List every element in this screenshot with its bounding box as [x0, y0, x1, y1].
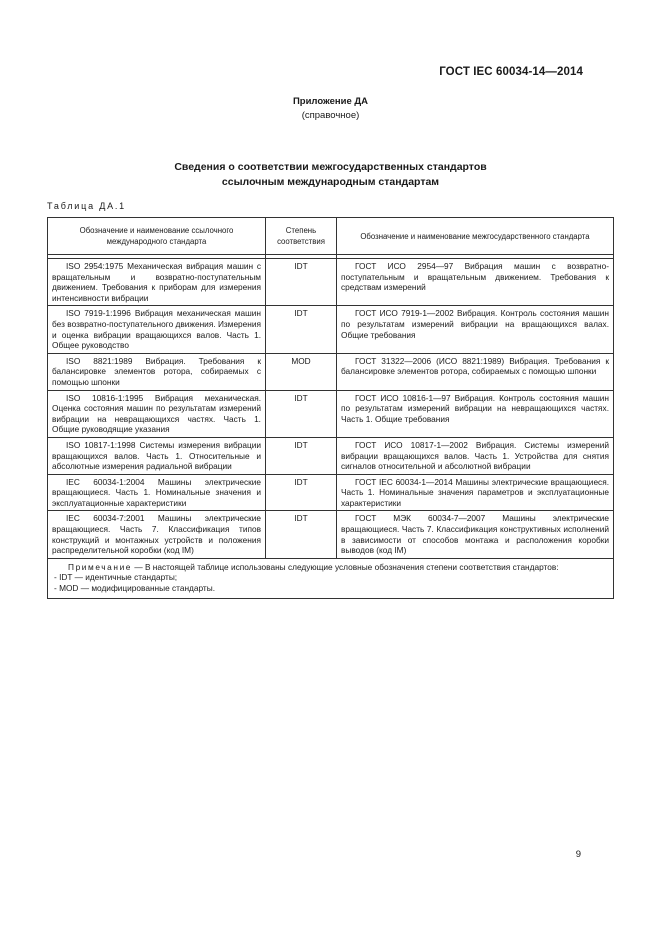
interstate-standard-cell: ГОСТ ИСО 10817-1—2002 Вибрация. Системы измерений вибрации вращающихся валов. Часть 1. Устройства для снятия сигналов относительной и абсолютной вибрации — [337, 437, 614, 474]
table-row — [48, 474, 614, 511]
degree-cell: IDT — [266, 511, 337, 558]
note-item-idt: - IDT — идентичные стандарты; — [54, 572, 178, 583]
international-standard-cell: ISO 10817-1:1998 Системы измерения вибрации вращающихся валов. Часть 1. Относительные и абсолютные измерения радиальной вибрации — [48, 437, 266, 474]
degree-cell: IDT — [266, 437, 337, 474]
table-note — [48, 558, 614, 598]
table-row — [48, 259, 614, 306]
international-standard-cell: ISO 8821:1989 Вибрация. Требования к балансировке элементов ротора, собираемых с помощью шпонки — [48, 353, 266, 390]
page-title — [0, 160, 661, 190]
degree-cell: IDT — [266, 474, 337, 511]
document-code: ГОСТ IEC 60034-14—2014 — [439, 66, 583, 78]
international-standard-cell: ISO 2954:1975 Механическая вибрация машин с вращательным и возвратно-поступательным движением. Требования к приборам для измерения интенсивности вибрации — [48, 259, 266, 306]
interstate-standard-cell: ГОСТ 31322—2006 (ИСО 8821:1989) Вибрация. Требования к балансировке элементов ротора, собираемых с помощью шпонки — [337, 353, 614, 390]
page-title-line-1: Сведения о соответствии межгосударственных стандартов — [174, 161, 487, 173]
international-standard-cell: ISO 7919-1:1996 Вибрация механическая машин без возвратно-поступательного движения. Измерения и оценка вибрации вращающихся валов. Часть 1. Общее руководство — [48, 306, 266, 353]
table-header-row — [48, 218, 614, 255]
header-degree: Степень соответствия — [266, 218, 337, 255]
degree-cell: IDT — [266, 306, 337, 353]
table-row — [48, 390, 614, 437]
appendix-heading — [0, 95, 661, 123]
note-text: — В настоящей таблице использованы следующие условные обозначения степени соответствия стандартов: — [132, 561, 559, 572]
appendix-title: Приложение ДА — [292, 96, 369, 107]
interstate-standard-cell: ГОСТ ИСО 2954—97 Вибрация машин с возвратно-поступательным и вращательным движением. Требования к средствам измерений — [337, 259, 614, 306]
international-standard-cell: ISO 10816-1:1995 Вибрация механическая. Оценка состояния машин по результатам измерений вибрации на невращающихся частях. Часть 1. Общие руководящие указания — [48, 390, 266, 437]
appendix-subtitle: (справочное) — [301, 110, 360, 121]
table-note-row — [48, 558, 614, 598]
note-item-mod: - MOD — модифицированные стандарты. — [54, 583, 216, 594]
header-interstate-standard: Обозначение и наименование межгосударственного стандарта — [337, 218, 614, 255]
standards-table — [47, 217, 614, 599]
page-number: 9 — [575, 849, 581, 860]
note-label: Примечание — [68, 561, 133, 572]
interstate-standard-cell: ГОСТ ИСО 10816-1—97 Вибрация. Контроль состояния машин по результатам измерений вибрации на невращающихся частях. Часть 1. Общие требования — [337, 390, 614, 437]
table-row — [48, 437, 614, 474]
table-row — [48, 353, 614, 390]
table-caption: Таблица ДА.1 — [47, 201, 126, 211]
international-standard-cell: IEC 60034-1:2004 Машины электрические вращающиеся. Часть 1. Номинальные значения и эксплуатационные характеристики — [48, 474, 266, 511]
table-row — [48, 306, 614, 353]
interstate-standard-cell: ГОСТ МЭК 60034-7—2007 Машины электрические вращающиеся. Часть 7. Классификация конструктивных исполнений в зависимости от способов монтажа и расположения коробки выводов (код IM) — [337, 511, 614, 558]
table-row — [48, 511, 614, 558]
header-international-standard: Обозначение и наименование ссылочного международного стандарта — [48, 218, 266, 255]
degree-cell: IDT — [266, 259, 337, 306]
degree-cell: IDT — [266, 390, 337, 437]
interstate-standard-cell: ГОСТ IEC 60034-1—2014 Машины электрические вращающиеся. Часть 1. Номинальные значения параметров и эксплуатационные характеристики — [337, 474, 614, 511]
page-title-line-2: ссылочным международным стандартам — [221, 176, 440, 188]
interstate-standard-cell: ГОСТ ИСО 7919-1—2002 Вибрация. Контроль состояния машин по результатам измерений вибрации на вращающихся валах. Общие требования — [337, 306, 614, 353]
degree-cell: MOD — [266, 353, 337, 390]
international-standard-cell: IEC 60034-7:2001 Машины электрические вращающиеся. Часть 7. Классификация типов конструкций и монтажных устройств и положения распределительной коробки (код IM) — [48, 511, 266, 558]
